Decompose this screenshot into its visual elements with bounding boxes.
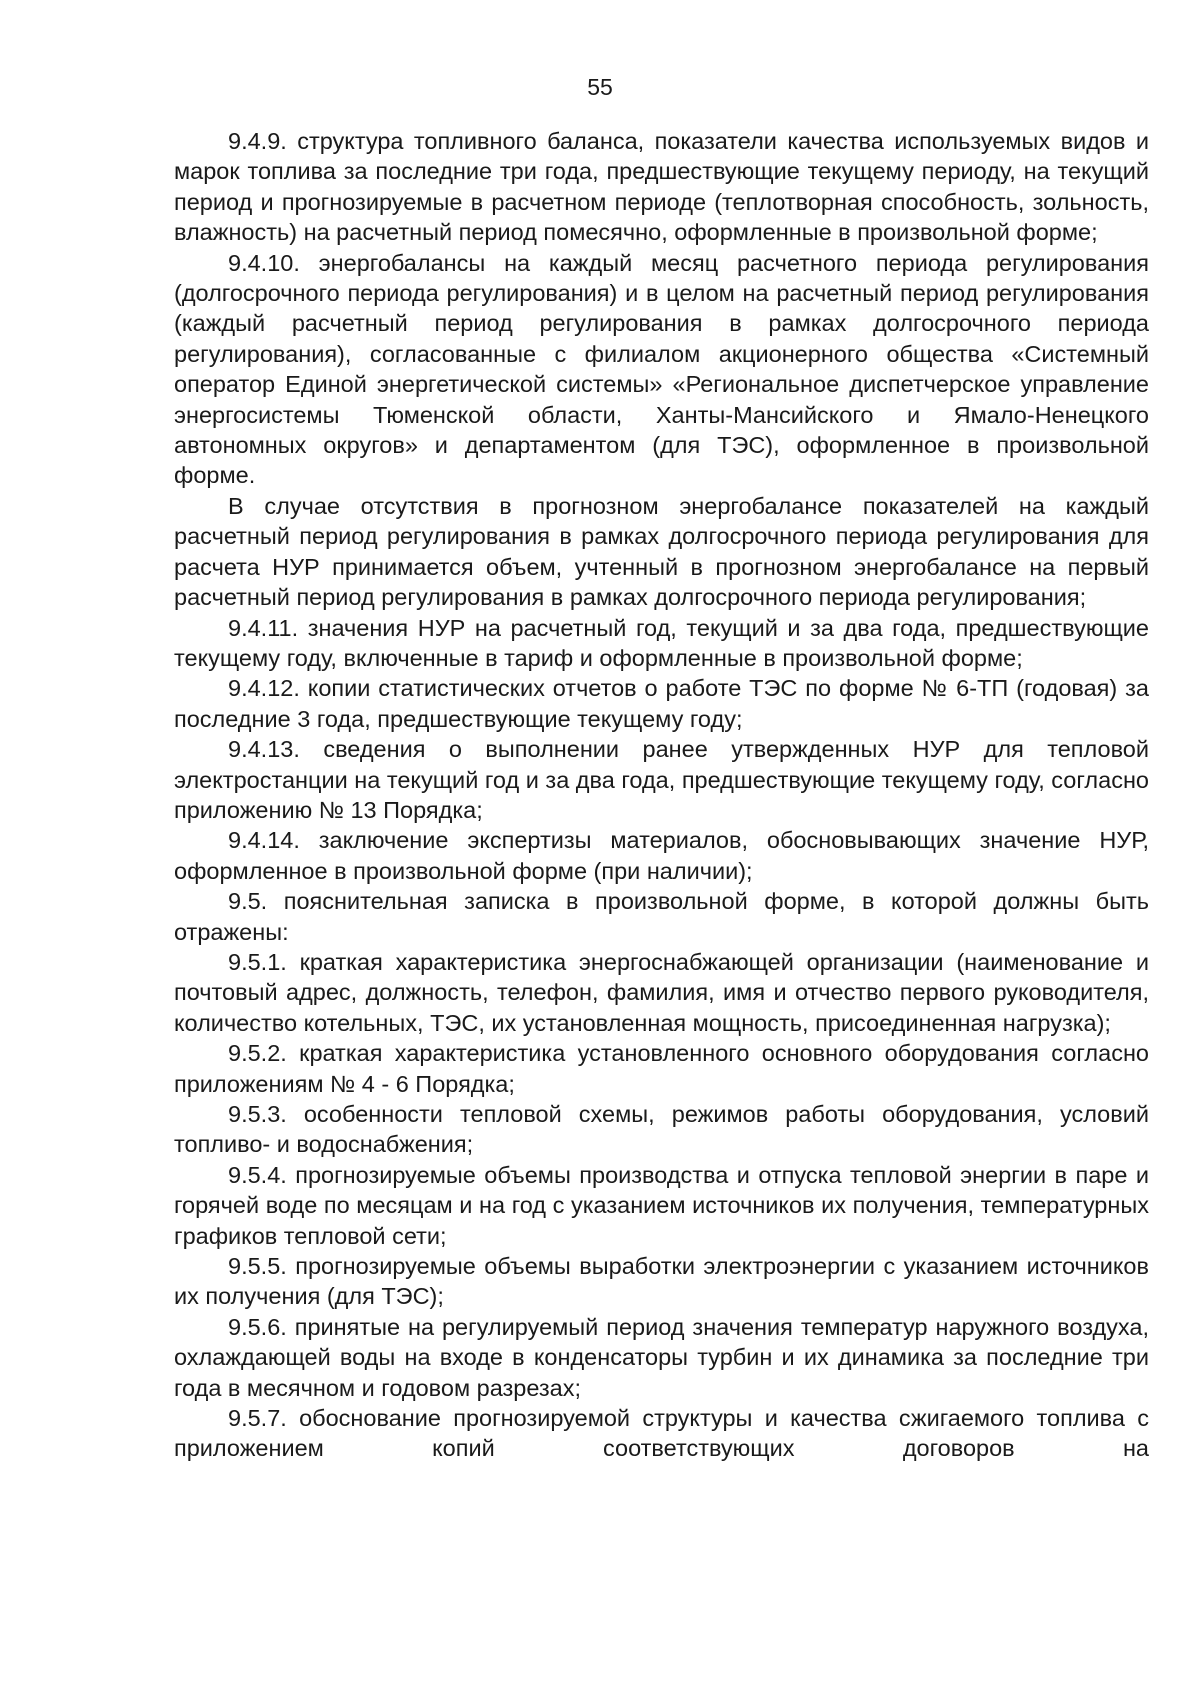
paragraph-9-4-9: 9.4.9. структура топливного баланса, показатели качества используемых видов и марок топлива за последние три года, предшествующие текущему периоду, на текущий период и прогнозируемые в расчетном периоде (теплотворная способность, зольность, влажность) на расчетный период помесячно, оформленные в произвольной форме; [174, 128, 1149, 246]
paragraph-energobalance-note: В случае отсутствия в прогнозном энергобалансе показателей на каждый расчетный период регулирования в рамках долгосрочного периода регулирования для расчета НУР принимается объем, учтенный в прогнозном энергобалансе на первый расчетный период регулирования в рамках долгосрочного периода регулирования; [174, 492, 1149, 611]
paragraph-9-5-7: 9.5.7. обоснование прогнозируемой структуры и качества сжигаемого топлива с приложением копий соответствующих договоров на [174, 1405, 1149, 1462]
paragraph-9-4-10: 9.4.10. энергобалансы на каждый месяц расчетного периода регулирования (долгосрочного периода регулирования) и в целом на расчетный период регулирования (каждый расчетный период регулирования в рамках долгосрочного периода регулирования), согласованные с филиалом акционерного общества «Системный оператор Единой энергетической системы» «Региональное диспетчерское управление энергосистемы Тюменской области, Ханты-Мансийского и Ямало-Ненецкого автономных округов» и департаментом (для ТЭС), оформленное в произвольной форме. [174, 249, 1149, 489]
page-number: 55 [587, 74, 613, 100]
paragraph-9-5-3: 9.5.3. особенности тепловой схемы, режимов работы оборудования, условий топливо- и водоснабжения; [174, 1101, 1149, 1158]
paragraph-9-5-5: 9.5.5. прогнозируемые объемы выработки электроэнергии с указанием источников их получения (для ТЭС); [174, 1253, 1149, 1310]
paragraph-9-5-2: 9.5.2. краткая характеристика установленного основного оборудования согласно приложениям № 4 - 6 Порядка; [174, 1040, 1149, 1097]
paragraph-9-4-12: 9.4.12. копии статистических отчетов о работе ТЭС по форме № 6-ТП (годовая) за последние 3 года, предшествующие текущему году; [174, 675, 1149, 732]
paragraph-9-5-6: 9.5.6. принятые на регулируемый период значения температур наружного воздуха, охлаждающей воды на входе в конденсаторы турбин и их динамика за последние три года в месячном и годовом разрезах; [174, 1313, 1149, 1401]
paragraph-9-5-4: 9.5.4. прогнозируемые объемы производства и отпуска тепловой энергии в паре и горячей воде по месяцам и на год с указанием источников их получения, температурных графиков тепловой сети; [174, 1161, 1149, 1249]
paragraph-9-5: 9.5. пояснительная записка в произвольной форме, в которой должны быть отражены: [174, 888, 1149, 945]
paragraph-9-4-14: 9.4.14. заключение экспертизы материалов, обосновывающих значение НУР, оформленное в произвольной форме (при наличии); [174, 827, 1149, 884]
paragraph-9-4-13: 9.4.13. сведения о выполнении ранее утвержденных НУР для тепловой электростанции на текущий год и за два года, предшествующие текущему году, согласно приложению № 13 Порядка; [174, 736, 1149, 823]
paragraph-9-5-1: 9.5.1. краткая характеристика энергоснабжающей организации (наименование и почтовый адрес, должность, телефон, фамилия, имя и отчество первого руководителя, количество котельных, ТЭС, их установленная мощность, присоединенная нагрузка); [174, 948, 1149, 1036]
paragraph-9-4-11: 9.4.11. значения НУР на расчетный год, текущий и за два года, предшествующие текущему году, включенные в тариф и оформленные в произвольной форме; [174, 614, 1149, 671]
document-body [174, 126, 1149, 1464]
